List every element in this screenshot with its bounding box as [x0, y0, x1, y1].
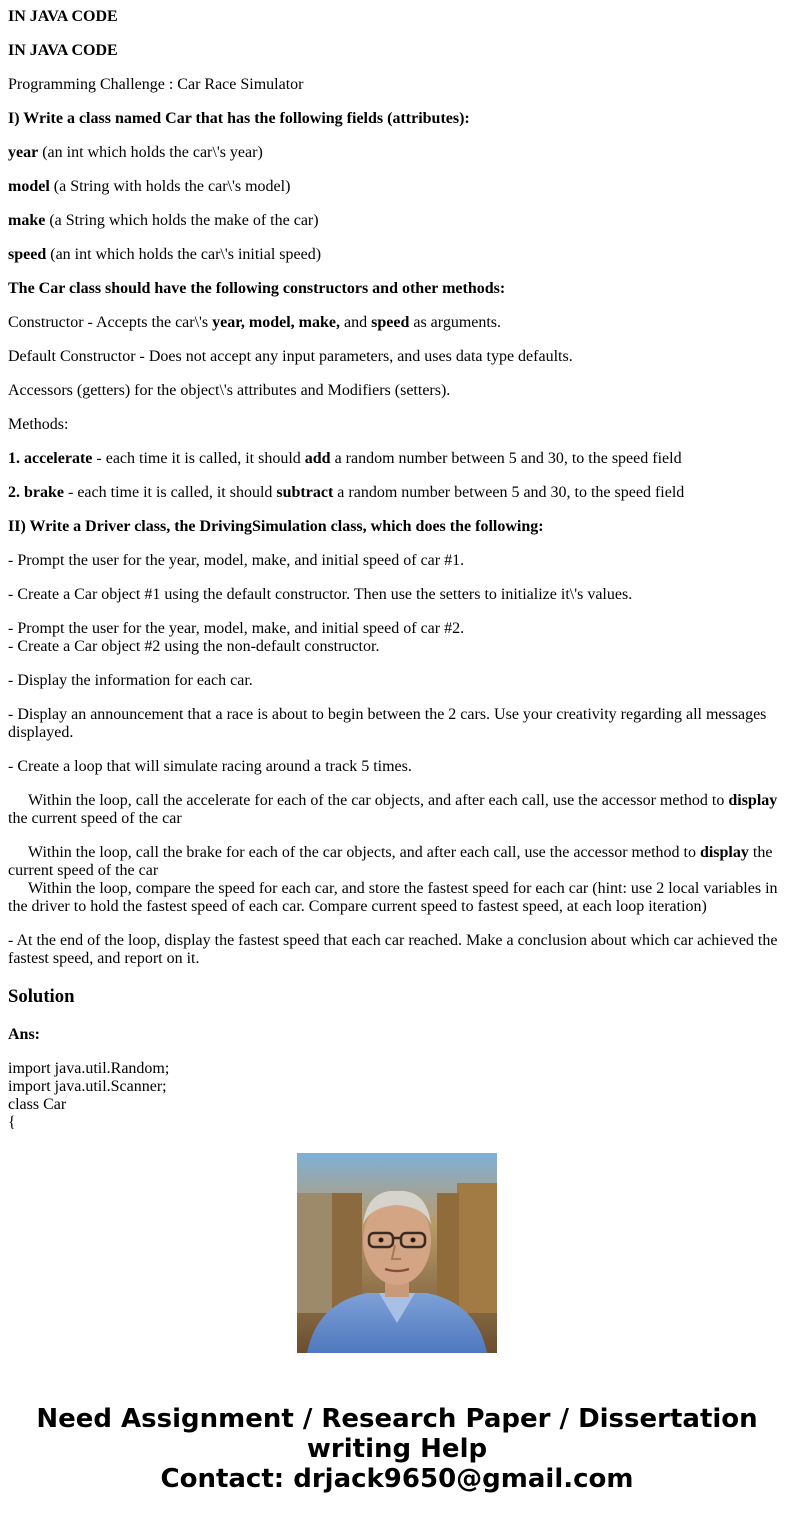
part2-heading: II) Write a Driver class, the DrivingSimulation class, which does the following:: [8, 518, 544, 535]
step-2: - Create a Car object #1 using the default constructor. Then use the setters to initialize it\'s values.: [8, 586, 633, 603]
default-constructor-desc: Default Constructor - Does not accept any input parameters, and uses data type defaults.: [8, 348, 573, 365]
loop-accelerate: Within the loop, call the accelerate for each of the car objects, and after each call, use the accessor method to display the current speed of the car: [8, 792, 778, 827]
accessors-desc: Accessors (getters) for the object\'s attributes and Modifiers (setters).: [8, 382, 451, 399]
promo-line: writing Help: [306, 1434, 488, 1464]
step-7: - Create a loop that will simulate racing around a track 5 times.: [8, 758, 412, 775]
field-speed: speed (an int which holds the car\'s initial speed): [8, 246, 322, 263]
loop-brake-compare: Within the loop, call the brake for each of the car objects, and after each call, use the accessor method to display the current speed of the car Within the loop, compare the speed for each car, and store the fastest speed for each car (hint: use 2 local variables in the driver to hold the fastest speed of each car. Compare current speed to fastest speed, at each loop iteration): [8, 844, 778, 915]
part1-heading: I) Write a class named Car that has the following fields (attributes):: [8, 110, 470, 127]
method-brake: 2. brake - each time it is called, it should subtract a random number between 5 and 30, to the speed field: [8, 484, 685, 501]
field-make: make (a String which holds the make of the car): [8, 212, 319, 229]
step-1: - Prompt the user for the year, model, make, and initial speed of car #1.: [8, 552, 465, 569]
field-model: model (a String with holds the car\'s model): [8, 178, 291, 195]
code-line: import java.util.Random;: [8, 1060, 170, 1077]
methods-heading: The Car class should have the following constructors and other methods:: [8, 280, 506, 297]
step-8: - At the end of the loop, display the fastest speed that each car reached. Make a conclusion about which car achieved the fastest speed, and report on it.: [8, 932, 778, 967]
step-5: - Display the information for each car.: [8, 672, 253, 689]
promo-banner: [0, 1404, 794, 1494]
code-line: import java.util.Scanner;: [8, 1078, 167, 1095]
promo-contact: Contact: drjack9650@gmail.com: [160, 1464, 634, 1494]
step-3-4: - Prompt the user for the year, model, make, and initial speed of car #2. - Create a Car object #2 using the non-default constructor.: [8, 620, 465, 655]
title-repeat: IN JAVA CODE: [8, 42, 118, 59]
method-accelerate: 1. accelerate - each time it is called, it should add a random number between 5 and 30, to the speed field: [8, 450, 682, 467]
methods-label: Methods:: [8, 416, 69, 433]
avatar-portrait: [297, 1153, 497, 1353]
solution-code: [8, 1060, 786, 1132]
solution-heading: Solution: [8, 986, 75, 1007]
code-line: class Car: [8, 1096, 67, 1113]
avatar: [297, 1153, 497, 1353]
constructor-desc: Constructor - Accepts the car\'s year, model, make, and speed as arguments.: [8, 314, 502, 331]
field-year: year (an int which holds the car\'s year): [8, 144, 263, 161]
title: IN JAVA CODE: [8, 8, 118, 25]
question-content: [8, 0, 786, 1131]
code-line: {: [8, 1114, 16, 1131]
step-6: - Display an announcement that a race is about to begin between the 2 cars. Use your creativity regarding all messages displayed.: [8, 706, 767, 741]
challenge-title: Programming Challenge : Car Race Simulator: [8, 76, 304, 93]
promo-line: Need Assignment / Research Paper / Dissertation: [36, 1404, 758, 1434]
ans-label: Ans:: [8, 1026, 41, 1043]
